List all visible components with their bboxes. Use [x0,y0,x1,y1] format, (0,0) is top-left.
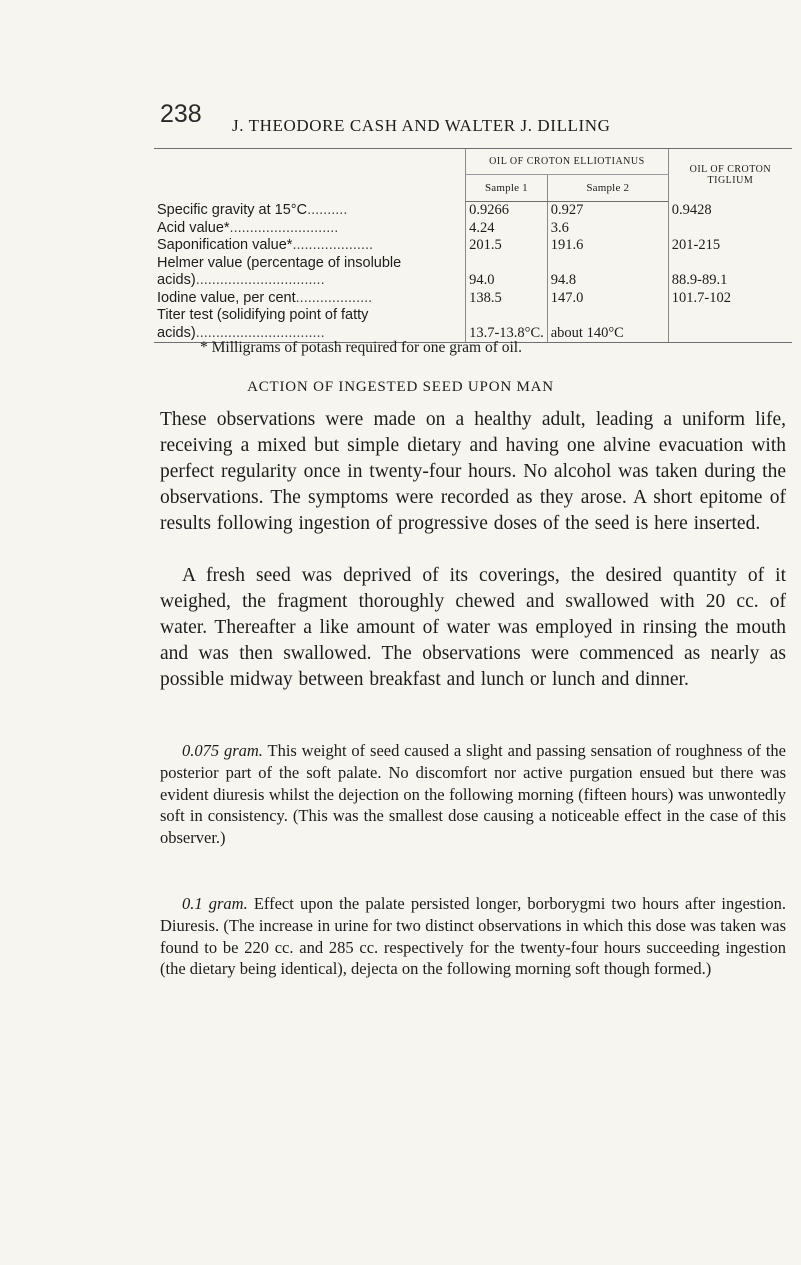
leader-dots: .......... [307,201,348,218]
tiglium-value: 88.9-89.1 [668,272,792,290]
row-label [154,202,466,220]
running-title: J. THEODORE CASH AND WALTER J. DILLING [232,116,611,135]
leader-dots: ................... [295,289,373,306]
paragraph-dose-0075 [160,740,786,849]
page-header [0,100,801,140]
dose-label: 0.075 gram. [182,741,263,760]
table-row [154,255,792,273]
tiglium-value [668,220,792,238]
dose-description: This weight of seed caused a slight and passing sensation of roughness of the posterior part of the soft palate. No discomfort nor active purgation ensued but there was evident diuresis whilst the dejection on the following morning (fifteen hours) was unwontedly soft in consistency. (This was the smallest dose causing a noticeable effect in the case of this observer.) [160,741,786,848]
sample1-value [466,307,548,325]
elliotianus-group-header: OIL OF CROTON ELLIOTIANUS [466,149,669,175]
sample2-value: about 140°C [547,325,668,343]
sample1-value: 0.9266 [466,202,548,220]
sample2-value: 191.6 [547,237,668,255]
row-label-text: Helmer value (percentage of insoluble [157,254,402,271]
tiglium-value: 101.7-102 [668,290,792,308]
tiglium-value [668,325,792,343]
row-label-text: Saponification value* [157,237,293,253]
row-label-text: Iodine value, per cent [157,289,296,306]
row-label [154,237,466,255]
tiglium-header: OIL OF CROTON TIGLIUM [668,149,792,202]
sample2-value: 94.8 [547,272,668,290]
sample1-value: 4.24 [466,220,548,238]
leader-dots: ........................... [229,219,339,236]
page-number: 238 [160,100,202,128]
sample2-value: 0.927 [547,202,668,220]
row-label-text: acids) [157,324,196,341]
sample2-value [547,307,668,325]
sample1-value: 201.5 [466,237,548,255]
row-label [154,272,466,290]
row-label [154,220,466,238]
leader-dots: ................................ [195,272,325,288]
sample2-value [547,255,668,273]
tiglium-value [668,255,792,273]
row-label [154,255,466,273]
sample2-header: Sample 2 [547,175,668,202]
table-row [154,272,792,290]
row-label-text: Specific gravity at 15°C [157,201,308,218]
row-label-text: Titer test (solidifying point of fatty [157,307,369,323]
tiglium-value: 201-215 [668,237,792,255]
table-row [154,220,792,238]
row-label-text: acids) [157,272,196,288]
row-label [154,307,466,325]
sample1-header: Sample 1 [466,175,548,202]
row-label [154,290,466,308]
paragraph-observations: These observations were made on a healthy adult, leading a uniform life, receiving a mixed but simple dietary and having one alvine evacuation with perfect regularity once in twenty-four hours. No alcohol was taken during the observations. The symptoms were recorded as they arose. A short epitome of results following ingestion of progressive doses of the seed is here inserted. [160,409,786,534]
oil-properties-table [154,148,792,343]
table-footnote: * Milligrams of potash required for one gram of oil. [200,339,522,356]
tiglium-value: 0.9428 [668,202,792,220]
sample1-value: 13.7-13.8°C. [466,325,548,343]
sample1-value: 138.5 [466,290,548,308]
paragraph-dose-01 [160,893,786,980]
sample2-value: 3.6 [547,220,668,238]
table-row [154,290,792,308]
table-row [154,202,792,220]
section-heading: ACTION OF INGESTED SEED UPON MAN [247,379,554,395]
table-row [154,237,792,255]
label-column-header [154,149,466,202]
dose-description: Effect upon the palate persisted longer, borborygmi two hours after ingestion. Diuresis. (The increase in urine for two distinct observations in which this dose was taken was found to be 220 cc. and 285 cc. respectively for the twenty-four hours succeeding ingestion (the dietary being identical), dejecta on the following morning soft though formed.) [160,894,787,979]
sample1-value: 94.0 [466,272,548,290]
dose-label: 0.1 gram. [182,894,248,913]
sample2-value: 147.0 [547,290,668,308]
table-row [154,307,792,325]
tiglium-value [668,307,792,325]
row-label-text: Acid value* [157,219,230,236]
paragraph-method: A fresh seed was deprived of its coverings, the desired quantity of it weighed, the fragment thoroughly chewed and swallowed with 20 cc. of water. Thereafter a like amount of water was employed in rinsing the mouth and was then swallowed. The observations were commenced as nearly as possible midway between breakfast and lunch or lunch and dinner. [160,565,786,690]
leader-dots: .................... [292,237,374,253]
leader-dots: ................................ [195,324,325,341]
sample1-value [466,255,548,273]
